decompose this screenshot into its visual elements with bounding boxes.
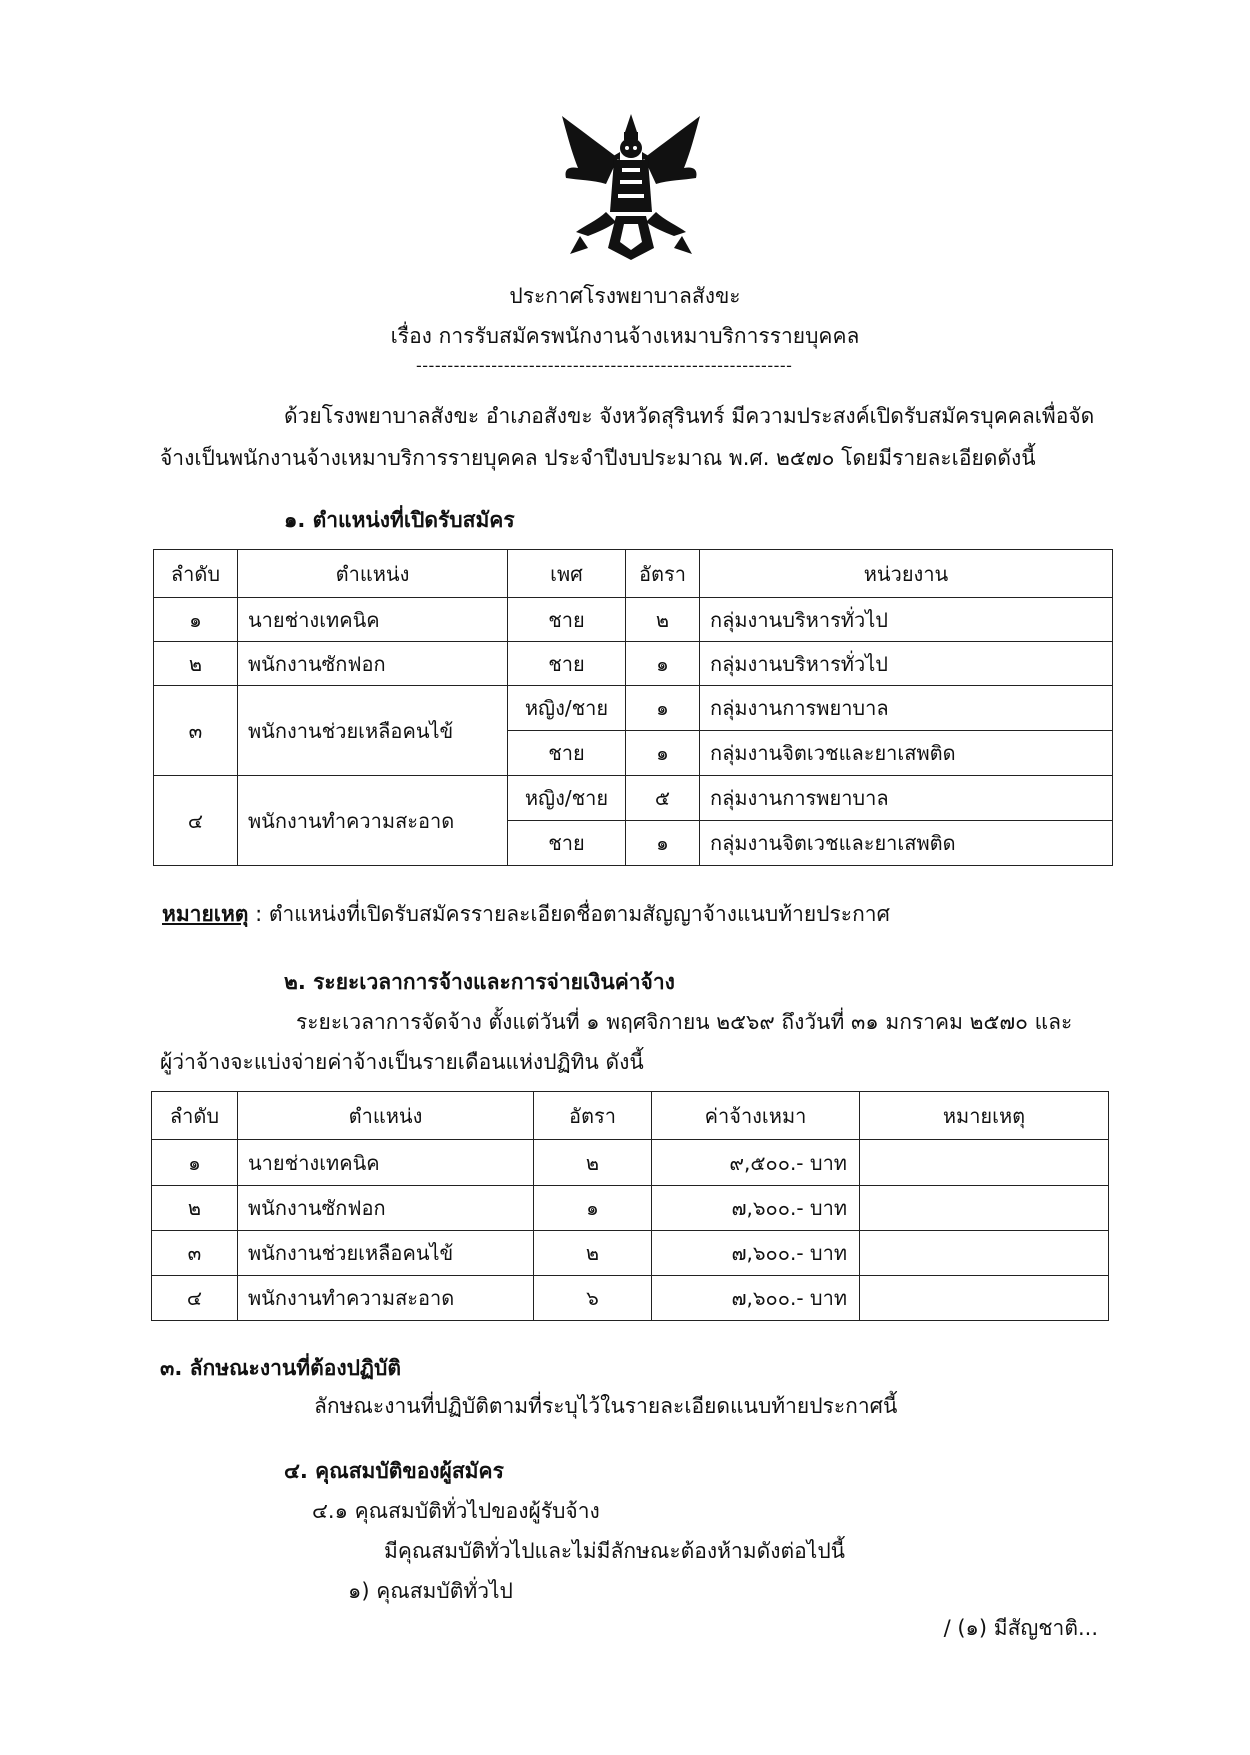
row-rate: ๖ <box>534 1276 652 1321</box>
table-row <box>152 1276 1109 1321</box>
row-no: ๑ <box>154 598 238 642</box>
row-unit: กลุ่มงานการพยาบาล <box>700 776 1113 821</box>
col-header-no: ลำดับ <box>154 550 238 598</box>
positions-table <box>153 549 1113 866</box>
row-rate: ๒ <box>534 1231 652 1276</box>
row-unit: กลุ่มงานจิตเวชและยาเสพติด <box>700 731 1113 776</box>
section-1-heading: ๑. ตำแหน่งที่เปิดรับสมัคร <box>284 508 515 532</box>
row-no: ๔ <box>152 1276 238 1321</box>
row-remark <box>860 1276 1109 1321</box>
row-rate: ๕ <box>626 776 700 821</box>
col-header-position: ตำแหน่ง <box>238 1092 534 1140</box>
note-label: หมายเหตุ <box>162 902 249 926</box>
row-rate: ๒ <box>534 1140 652 1186</box>
section-3-heading: ๓. ลักษณะงานที่ต้องปฏิบัติ <box>160 1356 401 1380</box>
note-text: : ตำแหน่งที่เปิดรับสมัครรายละเอียดชื่อตามสัญญาจ้างแนบท้ายประกาศ <box>248 902 890 926</box>
col-header-position: ตำแหน่ง <box>238 550 508 598</box>
row-gender: ชาย <box>508 731 626 776</box>
row-rate: ๑ <box>626 731 700 776</box>
row-no: ๓ <box>154 686 238 776</box>
intro-line-2: จ้างเป็นพนักงานจ้างเหมาบริการรายบุคคล ประจำปีงบประมาณ พ.ศ. ๒๕๗๐ โดยมีรายละเอียดดังนี้ <box>160 446 1036 470</box>
section-2-line-1: ระยะเวลาการจัดจ้าง ตั้งแต่วันที่ ๑ พฤศจิกายน ๒๕๖๙ ถึงวันที่ ๓๑ มกราคม ๒๕๗๐ และ <box>296 1010 1073 1034</box>
table-row <box>154 686 1113 731</box>
section-3-text: ลักษณะงานที่ปฏิบัติตามที่ระบุไว้ในรายละเอียดแนบท้ายประกาศนี้ <box>314 1394 898 1418</box>
row-position: พนักงานทำความสะอาด <box>238 776 508 866</box>
table-row <box>152 1231 1109 1276</box>
row-no: ๓ <box>152 1231 238 1276</box>
row-unit: กลุ่มงานการพยาบาล <box>700 686 1113 731</box>
row-no: ๔ <box>154 776 238 866</box>
intro-line-1: ด้วยโรงพยาบาลสังขะ อำเภอสังขะ จังหวัดสุรินทร์ มีความประสงค์เปิดรับสมัครบุคคลเพื่อจัด <box>284 404 1095 428</box>
row-unit: กลุ่มงานบริหารทั่วไป <box>700 642 1113 686</box>
row-gender: หญิง/ชาย <box>508 686 626 731</box>
positions-table-header <box>154 550 1113 598</box>
row-wage: ๗,๖๐๐.- บาท <box>652 1276 860 1321</box>
col-header-rate: อัตรา <box>626 550 700 598</box>
row-position: พนักงานช่วยเหลือคนไข้ <box>238 1231 534 1276</box>
col-header-wage: ค่าจ้างเหมา <box>652 1092 860 1140</box>
continued-marker: / (๑) มีสัญชาติ... <box>943 1616 1098 1640</box>
section-4-1-heading: ๔.๑ คุณสมบัติทั่วไปของผู้รับจ้าง <box>312 1499 600 1523</box>
row-position: พนักงานช่วยเหลือคนไข้ <box>238 686 508 776</box>
row-position: นายช่างเทคนิค <box>238 598 508 642</box>
col-header-no: ลำดับ <box>152 1092 238 1140</box>
section-2-line-2: ผู้ว่าจ้างจะแบ่งจ่ายค่าจ้างเป็นรายเดือนแห่งปฏิทิน ดังนี้ <box>160 1050 644 1074</box>
row-unit: กลุ่มงานบริหารทั่วไป <box>700 598 1113 642</box>
table-row <box>154 776 1113 821</box>
row-gender: ชาย <box>508 598 626 642</box>
announcement-subject: เรื่อง การรับสมัครพนักงานจ้างเหมาบริการรายบุคคล <box>390 324 860 348</box>
row-rate: ๒ <box>626 598 700 642</box>
table-row <box>154 598 1113 642</box>
row-position: พนักงานซักฟอก <box>238 1186 534 1231</box>
row-position: นายช่างเทคนิค <box>238 1140 534 1186</box>
row-no: ๑ <box>152 1140 238 1186</box>
section-4-1-text: มีคุณสมบัติทั่วไปและไม่มีลักษณะต้องห้ามดังต่อไปนี้ <box>384 1539 846 1563</box>
section-1-note <box>162 898 890 931</box>
announcement-title: ประกาศโรงพยาบาลสังขะ <box>509 284 741 308</box>
row-no: ๒ <box>154 642 238 686</box>
row-rate: ๑ <box>534 1186 652 1231</box>
table-row <box>154 642 1113 686</box>
col-header-rate: อัตรา <box>534 1092 652 1140</box>
row-remark <box>860 1231 1109 1276</box>
row-position: พนักงานทำความสะอาด <box>238 1276 534 1321</box>
section-2-heading: ๒. ระยะเวลาการจ้างและการจ่ายเงินค่าจ้าง <box>284 970 675 994</box>
row-rate: ๑ <box>626 821 700 866</box>
garuda-emblem-icon <box>558 108 704 266</box>
row-remark <box>860 1186 1109 1231</box>
col-header-unit: หน่วยงาน <box>700 550 1113 598</box>
row-gender: หญิง/ชาย <box>508 776 626 821</box>
row-wage: ๙,๕๐๐.- บาท <box>652 1140 860 1186</box>
row-position: พนักงานซักฟอก <box>238 642 508 686</box>
row-gender: ชาย <box>508 642 626 686</box>
row-remark <box>860 1140 1109 1186</box>
row-wage: ๗,๖๐๐.- บาท <box>652 1231 860 1276</box>
table-row <box>152 1186 1109 1231</box>
row-unit: กลุ่มงานจิตเวชและยาเสพติด <box>700 821 1113 866</box>
row-wage: ๗,๖๐๐.- บาท <box>652 1186 860 1231</box>
col-header-remark: หมายเหตุ <box>860 1092 1109 1140</box>
section-4-heading: ๔. คุณสมบัติของผู้สมัคร <box>284 1459 504 1483</box>
row-no: ๒ <box>152 1186 238 1231</box>
row-gender: ชาย <box>508 821 626 866</box>
row-rate: ๑ <box>626 642 700 686</box>
row-rate: ๑ <box>626 686 700 731</box>
wages-table <box>151 1091 1109 1321</box>
table-row <box>152 1140 1109 1186</box>
wages-table-header <box>152 1092 1109 1140</box>
section-4-1-item-1: ๑) คุณสมบัติทั่วไป <box>348 1579 513 1603</box>
title-divider: ------------------------------------------------------------ <box>416 356 793 375</box>
col-header-gender: เพศ <box>508 550 626 598</box>
